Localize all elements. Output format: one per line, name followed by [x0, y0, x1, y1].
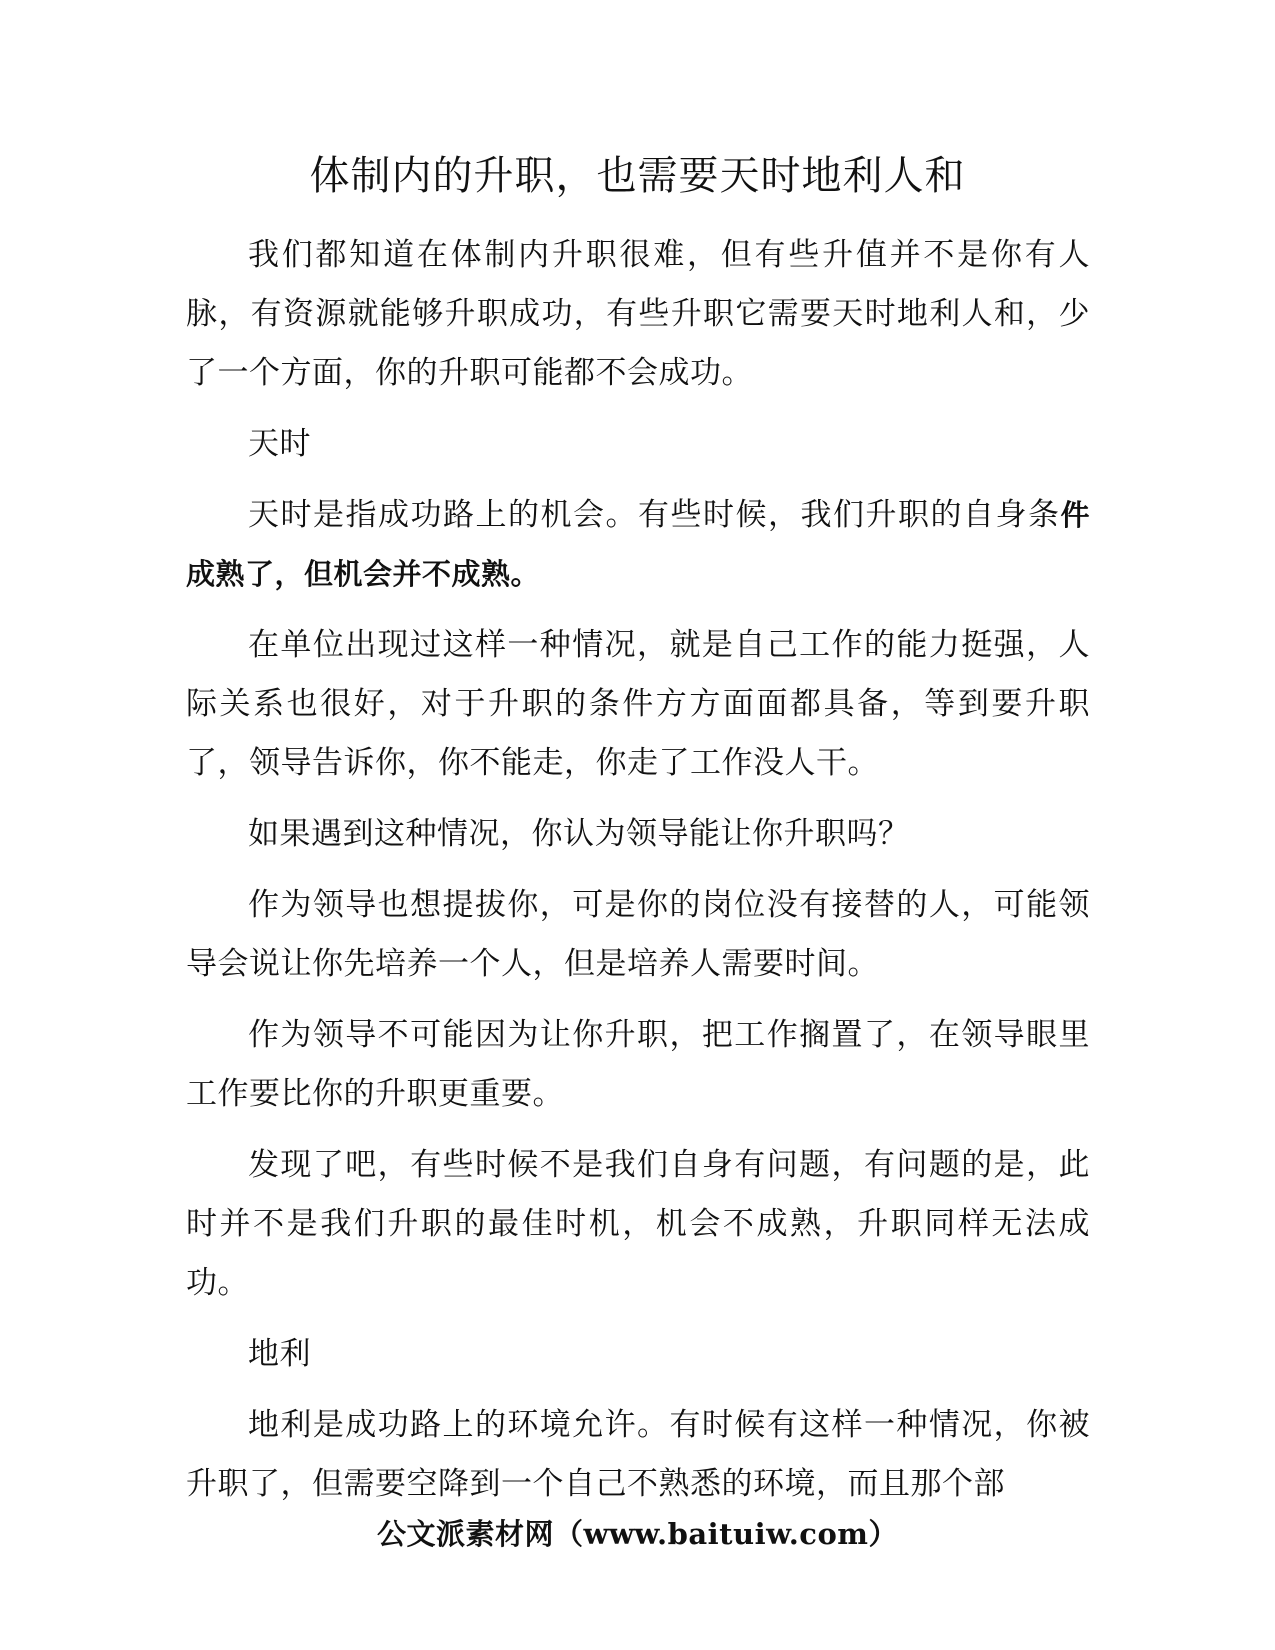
paragraph-tianshi-definition-text: 天时是指成功路上的机会。有些时候，我们升职的自身条 — [248, 497, 1061, 533]
paragraph-leader-view: 作为领导也想提拔你，可是你的岗位没有接替的人，可能领导会说让你先培养一个人，但是培养人需要时间。 — [186, 887, 1090, 982]
section-heading-dili: 地利 — [248, 1336, 311, 1372]
paragraph-tianshi-definition — [186, 486, 1090, 604]
article-body — [186, 226, 1090, 1526]
paragraph-intro: 我们都知道在体制内升职很难，但有些升值并不是你有人脉，有资源就能够升职成功，有些升职它需要天时地利人和，少了一个方面，你的升职可能都不会成功。 — [186, 237, 1090, 391]
paragraph-conclusion: 发现了吧，有些时候不是我们自身有问题，有问题的是，此时并不是我们升职的最佳时机，机会不成熟，升职同样无法成功。 — [186, 1147, 1090, 1301]
page-title: 体制内的升职，也需要天时地利人和 — [309, 153, 966, 199]
paragraph-question: 如果遇到这种情况，你认为领导能让你升职吗？ — [248, 816, 910, 852]
paragraph-dili-definition: 地利是成功路上的环境允许。有时候有这样一种情况，你被升职了，但需要空降到一个自己不熟悉的环境，而且那个部 — [186, 1407, 1090, 1502]
paragraph-example: 在单位出现过这样一种情况，就是自己工作的能力挺强，人际关系也很好，对于升职的条件方方面面都具备，等到要升职了，领导告诉你，你不能走，你走了工作没人干。 — [186, 627, 1090, 781]
paragraph-tianshi-bold-run: 件成熟了，但机会并不成熟。 — [186, 498, 1090, 591]
footer-watermark: 公文派素材网（www.baituiw.com） — [377, 1517, 898, 1551]
section-heading-tianshi: 天时 — [248, 426, 311, 462]
paragraph-work-priority: 作为领导不可能因为让你升职，把工作搁置了，在领导眼里工作要比你的升职更重要。 — [186, 1017, 1090, 1112]
